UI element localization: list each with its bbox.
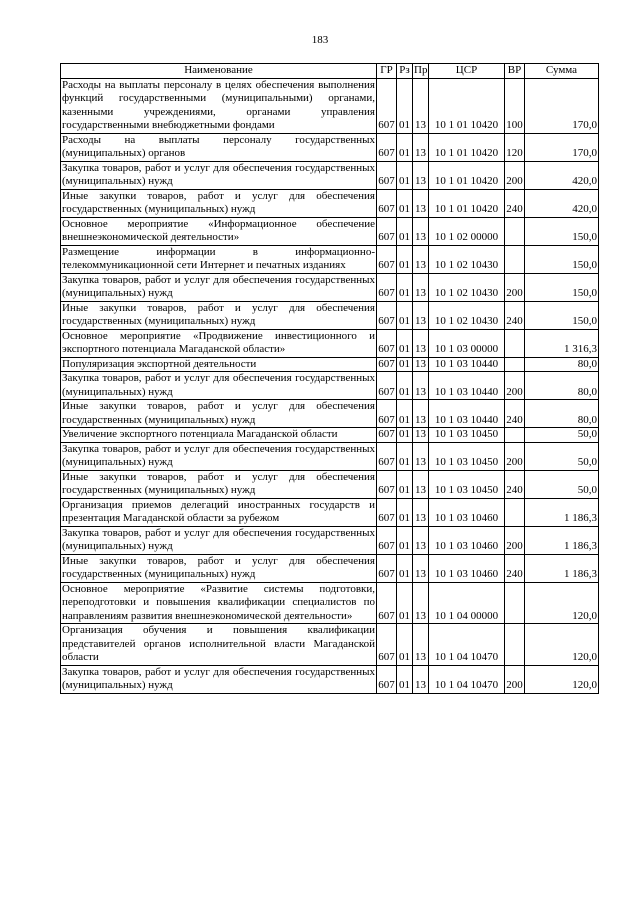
cell-sum: 1 186,3 xyxy=(525,554,599,582)
cell-csr: 10 1 01 10420 xyxy=(429,133,505,161)
cell-name: Увеличение экспортного потенциала Магаданской области xyxy=(61,428,377,443)
cell-pr: 13 xyxy=(413,554,429,582)
cell-name: Иные закупки товаров, работ и услуг для обеспечения государственных (муниципальных) нужд xyxy=(62,554,375,580)
cell-name: Размещение информации в информационно-телекоммуникационной сети Интернет и печатных изданиях xyxy=(62,245,375,271)
table-row xyxy=(61,400,599,428)
cell-sum: 150,0 xyxy=(525,217,599,245)
cell-rz: 01 xyxy=(397,665,413,693)
header-row xyxy=(61,64,599,79)
cell-name: Основное мероприятие «Продвижение инвестиционного и экспортного потенциала Магаданской области» xyxy=(62,329,375,355)
cell-csr: 10 1 03 10460 xyxy=(429,498,505,526)
cell-sum: 1 186,3 xyxy=(525,498,599,526)
cell-rz: 01 xyxy=(397,245,413,273)
cell-vr xyxy=(505,582,525,624)
cell-rz: 01 xyxy=(397,554,413,582)
cell-pr: 13 xyxy=(413,217,429,245)
cell-sum: 150,0 xyxy=(525,301,599,329)
cell-csr: 10 1 03 00000 xyxy=(429,329,505,357)
cell-pr: 13 xyxy=(413,273,429,301)
cell-name: Иные закупки товаров, работ и услуг для обеспечения государственных (муниципальных) нужд xyxy=(62,301,375,327)
cell-rz: 01 xyxy=(397,400,413,428)
table-header xyxy=(61,64,599,79)
cell-rz: 01 xyxy=(397,442,413,470)
header-csr: ЦСР xyxy=(429,64,505,79)
cell-sum: 120,0 xyxy=(525,582,599,624)
table-row xyxy=(61,301,599,329)
cell-csr: 10 1 03 10440 xyxy=(429,357,505,372)
cell-pr: 13 xyxy=(413,189,429,217)
cell-name: Закупка товаров, работ и услуг для обеспечения государственных (муниципальных) нужд xyxy=(62,273,375,299)
table-row xyxy=(61,245,599,273)
cell-gr: 607 xyxy=(377,665,397,693)
cell-pr: 13 xyxy=(413,329,429,357)
cell-rz: 01 xyxy=(397,357,413,372)
header-gr: ГР xyxy=(377,64,397,79)
cell-pr: 13 xyxy=(413,498,429,526)
cell-rz: 01 xyxy=(397,498,413,526)
cell-csr: 10 1 02 00000 xyxy=(429,217,505,245)
table-row xyxy=(61,554,599,582)
cell-pr: 13 xyxy=(413,245,429,273)
cell-pr: 13 xyxy=(413,372,429,400)
cell-rz: 01 xyxy=(397,329,413,357)
cell-pr: 13 xyxy=(413,78,429,133)
cell-csr: 10 1 03 10460 xyxy=(429,526,505,554)
cell-pr: 13 xyxy=(413,624,429,666)
cell-vr: 200 xyxy=(505,526,525,554)
cell-sum: 170,0 xyxy=(525,133,599,161)
cell-name: Закупка товаров, работ и услуг для обеспечения государственных (муниципальных) нужд xyxy=(62,526,375,552)
cell-csr: 10 1 02 10430 xyxy=(429,245,505,273)
cell-rz: 01 xyxy=(397,301,413,329)
cell-sum: 80,0 xyxy=(525,400,599,428)
cell-gr: 607 xyxy=(377,273,397,301)
cell-vr xyxy=(505,217,525,245)
table-row xyxy=(61,582,599,624)
cell-name: Организация обучения и повышения квалификации представителей органов исполнительной власти Магаданской области xyxy=(62,624,375,663)
cell-vr: 240 xyxy=(505,400,525,428)
cell-sum: 50,0 xyxy=(525,470,599,498)
table-row xyxy=(61,442,599,470)
cell-gr: 607 xyxy=(377,161,397,189)
cell-gr: 607 xyxy=(377,372,397,400)
cell-vr: 120 xyxy=(505,133,525,161)
cell-gr: 607 xyxy=(378,428,395,440)
cell-gr: 607 xyxy=(377,189,397,217)
cell-vr: 200 xyxy=(505,665,525,693)
cell-csr: 10 1 03 10440 xyxy=(429,400,505,428)
cell-csr: 10 1 01 10420 xyxy=(429,78,505,133)
cell-rz: 01 xyxy=(397,372,413,400)
cell-sum: 150,0 xyxy=(525,273,599,301)
cell-pr: 13 xyxy=(413,357,429,372)
cell-gr: 607 xyxy=(377,329,397,357)
cell-pr: 13 xyxy=(413,161,429,189)
cell-sum: 50,0 xyxy=(525,428,599,443)
cell-rz: 01 xyxy=(397,273,413,301)
cell-name: Популяризация экспортной деятельности xyxy=(61,357,377,372)
cell-gr: 607 xyxy=(377,217,397,245)
budget-table xyxy=(60,63,599,694)
cell-vr: 200 xyxy=(505,273,525,301)
page-number: 183 xyxy=(311,34,329,46)
cell-sum: 50,0 xyxy=(525,442,599,470)
cell-gr: 607 xyxy=(378,357,395,370)
cell-sum: 1 186,3 xyxy=(525,526,599,554)
table-row xyxy=(61,217,599,245)
cell-sum: 150,0 xyxy=(525,245,599,273)
cell-csr: 10 1 04 00000 xyxy=(429,582,505,624)
cell-name: Основное мероприятие «Информационное обеспечение внешнеэкономической деятельности» xyxy=(62,217,375,243)
cell-vr: 240 xyxy=(505,470,525,498)
cell-gr: 607 xyxy=(377,442,397,470)
cell-pr: 13 xyxy=(413,400,429,428)
header-vr: ВР xyxy=(505,64,525,79)
cell-name: Закупка товаров, работ и услуг для обеспечения государственных (муниципальных) нужд xyxy=(62,372,375,398)
cell-vr: 200 xyxy=(505,161,525,189)
cell-sum: 80,0 xyxy=(525,372,599,400)
cell-vr xyxy=(505,329,525,357)
cell-rz: 01 xyxy=(397,189,413,217)
cell-vr: 200 xyxy=(505,442,525,470)
header-sum: Сумма xyxy=(525,64,599,79)
table-row xyxy=(61,372,599,400)
cell-rz: 01 xyxy=(397,78,413,133)
cell-pr: 13 xyxy=(413,428,429,443)
table-row xyxy=(61,470,599,498)
cell-name: Закупка товаров, работ и услуг для обеспечения государственных (муниципальных) нужд xyxy=(62,665,375,691)
cell-sum: 420,0 xyxy=(525,189,599,217)
table-row xyxy=(61,189,599,217)
cell-sum: 120,0 xyxy=(525,665,599,693)
cell-sum: 80,0 xyxy=(525,357,599,372)
cell-vr xyxy=(505,428,525,443)
cell-csr: 10 1 01 10420 xyxy=(429,161,505,189)
cell-vr xyxy=(505,624,525,666)
cell-vr: 240 xyxy=(505,554,525,582)
cell-rz: 01 xyxy=(397,161,413,189)
cell-name: Закупка товаров, работ и услуг для обеспечения государственных (муниципальных) нужд xyxy=(62,442,375,468)
cell-rz: 01 xyxy=(397,582,413,624)
table-row xyxy=(61,273,599,301)
table-row xyxy=(61,624,599,666)
table-body xyxy=(61,78,599,693)
cell-name: Расходы на выплаты персоналу в целях обеспечения выполнения функций государственными (муниципальными) органами, казенными учреждениями, органами управления государственными внебюджетными фондами xyxy=(62,78,375,131)
cell-csr: 10 1 02 10430 xyxy=(429,301,505,329)
cell-name: Закупка товаров, работ и услуг для обеспечения государственных (муниципальных) нужд xyxy=(62,161,375,187)
cell-sum: 420,0 xyxy=(525,161,599,189)
cell-gr: 607 xyxy=(377,301,397,329)
cell-name: Основное мероприятие «Развитие системы подготовки, переподготовки и повышения квалификации специалистов по направлениям развития внешнеэкономической деятельности» xyxy=(62,582,375,622)
cell-pr: 13 xyxy=(413,582,429,624)
cell-gr: 607 xyxy=(377,78,397,133)
cell-pr: 13 xyxy=(413,442,429,470)
cell-rz: 01 xyxy=(397,526,413,554)
cell-rz: 01 xyxy=(397,217,413,245)
header-pr: Пр xyxy=(414,64,428,76)
cell-vr xyxy=(505,498,525,526)
cell-pr: 13 xyxy=(413,470,429,498)
cell-pr: 13 xyxy=(413,133,429,161)
cell-sum: 120,0 xyxy=(525,624,599,666)
header-name: Наименование xyxy=(61,64,377,79)
table-row xyxy=(61,133,599,161)
cell-csr: 10 1 03 10460 xyxy=(429,554,505,582)
table-row xyxy=(61,329,599,357)
cell-csr: 10 1 04 10470 xyxy=(429,624,505,666)
cell-sum: 170,0 xyxy=(525,78,599,133)
cell-rz: 01 xyxy=(397,624,413,666)
cell-rz: 01 xyxy=(397,470,413,498)
cell-name: Расходы на выплаты персоналу государственных (муниципальных) органов xyxy=(62,133,375,159)
cell-gr: 607 xyxy=(377,400,397,428)
cell-vr xyxy=(505,357,525,372)
cell-gr: 607 xyxy=(377,245,397,273)
cell-gr: 607 xyxy=(377,133,397,161)
cell-rz: 01 xyxy=(397,428,413,443)
table-row xyxy=(61,498,599,526)
cell-vr: 240 xyxy=(505,189,525,217)
cell-gr: 607 xyxy=(377,582,397,624)
cell-gr: 607 xyxy=(377,526,397,554)
cell-csr: 10 1 03 10450 xyxy=(429,442,505,470)
cell-vr: 200 xyxy=(505,372,525,400)
cell-pr: 13 xyxy=(413,665,429,693)
cell-vr xyxy=(505,245,525,273)
cell-pr: 13 xyxy=(413,526,429,554)
cell-name: Иные закупки товаров, работ и услуг для обеспечения государственных (муниципальных) нужд xyxy=(62,189,375,215)
table-row xyxy=(61,665,599,693)
cell-gr: 607 xyxy=(377,470,397,498)
cell-sum: 1 316,3 xyxy=(525,329,599,357)
cell-csr: 10 1 02 10430 xyxy=(429,273,505,301)
cell-name: Иные закупки товаров, работ и услуг для обеспечения государственных (муниципальных) нужд xyxy=(62,400,375,426)
table-row xyxy=(61,526,599,554)
cell-gr: 607 xyxy=(377,554,397,582)
cell-gr: 607 xyxy=(377,498,397,526)
cell-csr: 10 1 03 10450 xyxy=(429,428,505,443)
cell-pr: 13 xyxy=(413,301,429,329)
cell-vr: 100 xyxy=(505,78,525,133)
cell-vr: 240 xyxy=(505,301,525,329)
header-rz: Рз xyxy=(397,64,413,79)
cell-csr: 10 1 04 10470 xyxy=(429,665,505,693)
table-row xyxy=(61,78,599,133)
table-row xyxy=(61,161,599,189)
cell-csr: 10 1 03 10450 xyxy=(429,470,505,498)
table-row xyxy=(61,357,599,372)
table-row xyxy=(61,428,599,443)
cell-gr: 607 xyxy=(377,624,397,666)
cell-name: Организация приемов делегаций иностранных государств и презентация Магаданской области за рубежом xyxy=(62,498,375,524)
cell-csr: 10 1 01 10420 xyxy=(429,189,505,217)
cell-csr: 10 1 03 10440 xyxy=(429,372,505,400)
cell-name: Иные закупки товаров, работ и услуг для обеспечения государственных (муниципальных) нужд xyxy=(62,470,375,496)
cell-rz: 01 xyxy=(397,133,413,161)
